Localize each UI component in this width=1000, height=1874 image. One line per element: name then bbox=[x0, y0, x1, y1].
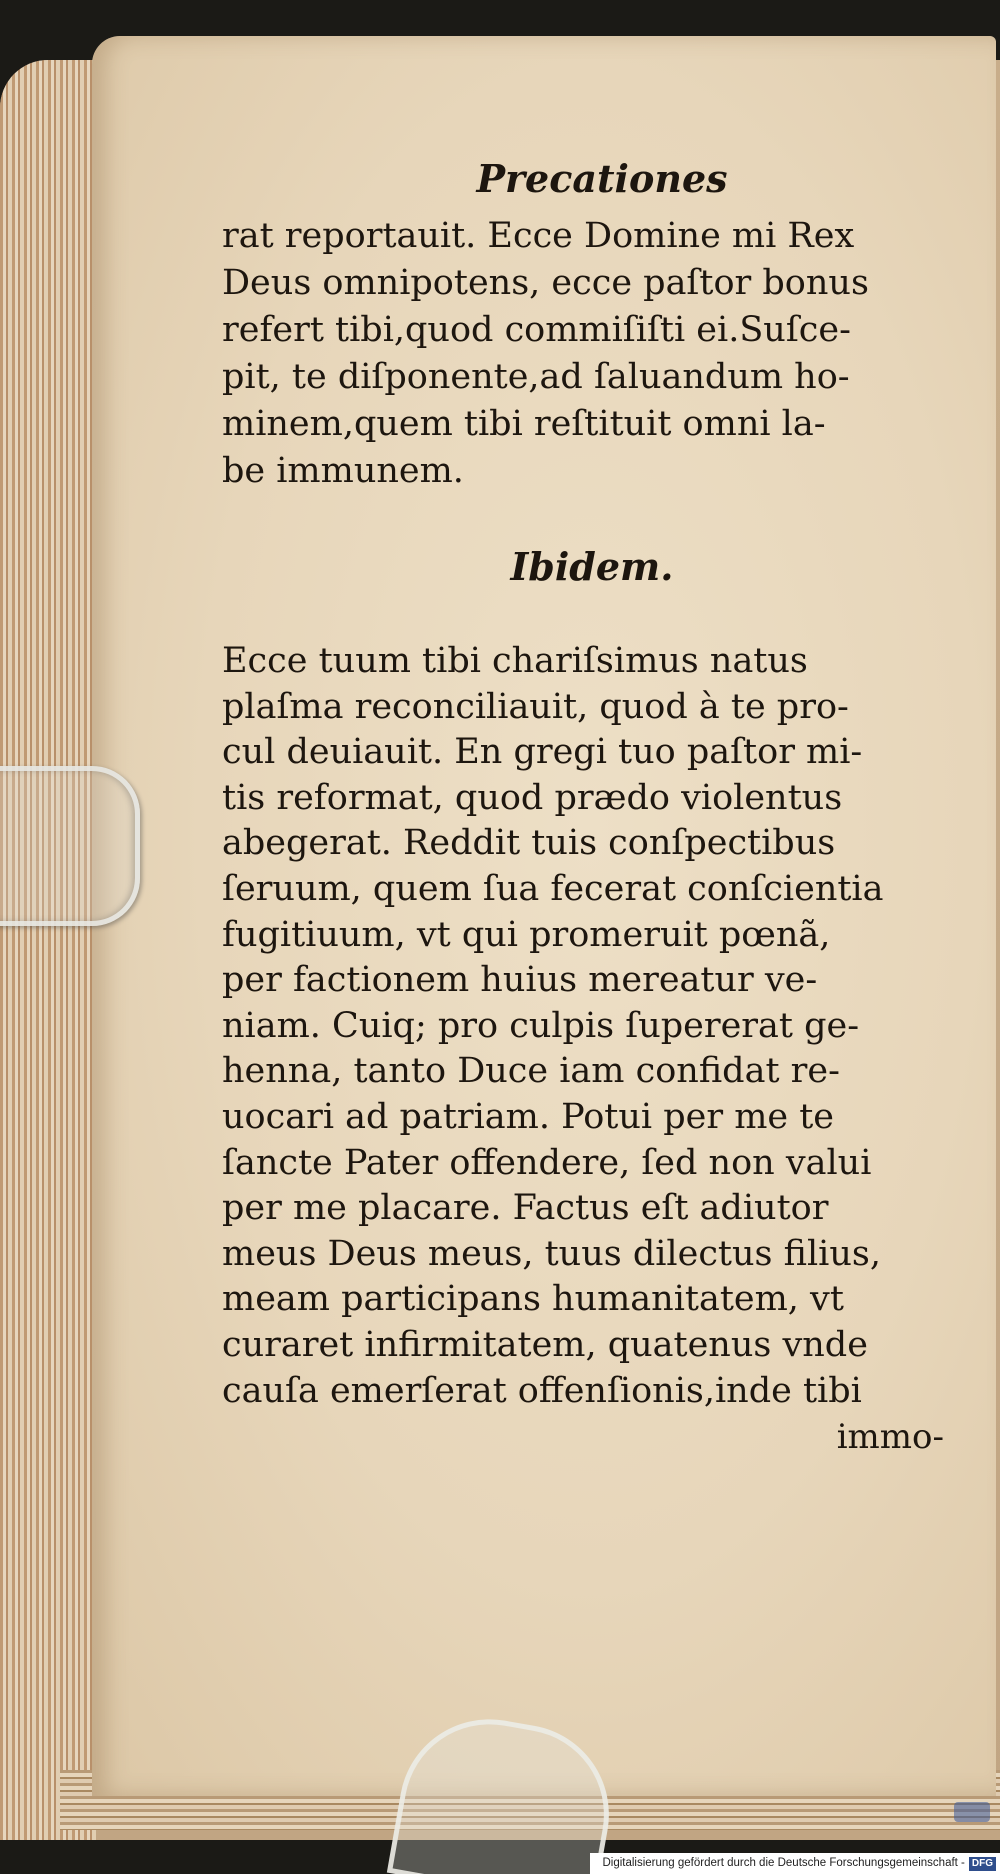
text-line: per factionem huius mereatur ve- bbox=[222, 960, 818, 1001]
text-line: niam. Cuiq; pro culpis ſupererat ge- bbox=[222, 1005, 860, 1046]
text-line: meam participans humanitatem, vt bbox=[222, 1279, 844, 1320]
corner-mark bbox=[954, 1802, 990, 1822]
text-line: abegerat. Reddit tuis conſpectibus bbox=[222, 823, 836, 864]
dfg-logo-icon: DFG bbox=[969, 1857, 996, 1871]
text-line: per me placare. Factus eſt adiutor bbox=[222, 1188, 829, 1229]
text-line: henna, tanto Duce iam confidat re- bbox=[222, 1051, 840, 1092]
section-heading: Ibidem. bbox=[510, 544, 674, 589]
text-line: tis reformat, quod prædo violentus bbox=[222, 777, 843, 818]
text-line: cul deuiauit. En gregi tuo paſtor mi- bbox=[222, 732, 863, 773]
text-line: be immunem. bbox=[222, 451, 464, 491]
page-edges-left bbox=[0, 60, 96, 1840]
text-line: uocari ad patriam. Potui per me te bbox=[222, 1096, 835, 1137]
digitization-credit-bar bbox=[590, 1853, 1000, 1874]
text-line: meus Deus meus, tuus dilectus filius, bbox=[222, 1233, 881, 1274]
text-line: cauſa emerſerat offenſionis,inde tibi bbox=[222, 1370, 862, 1411]
text-line: ſancte Pater offendere, ſed non valui bbox=[222, 1142, 872, 1183]
catchword: immo- bbox=[836, 1417, 944, 1458]
text-line: plaſma reconciliauit, quod à te pro- bbox=[222, 686, 849, 727]
paragraph-1 bbox=[222, 213, 962, 495]
page-text-block bbox=[222, 145, 962, 1460]
text-line: fugitiuum, vt qui promeruit pœnã, bbox=[222, 914, 831, 955]
bookmark-clip bbox=[0, 766, 140, 926]
text-line: curaret infirmitatem, quatenus vnde bbox=[222, 1324, 868, 1365]
text-line: pit, te diſponente,ad ſaluandum ho- bbox=[222, 357, 850, 397]
text-line: rat reportauit. Ecce Domine mi Rex bbox=[222, 216, 855, 256]
running-head: Precationes bbox=[476, 156, 728, 201]
text-line: refert tibi,quod commiſiſti ei.Suſce- bbox=[222, 310, 851, 350]
text-line: ſeruum, quem ſua fecerat conſcientia bbox=[222, 868, 884, 909]
text-line: Ecce tuum tibi chariſsimus natus bbox=[222, 641, 808, 681]
text-line: minem,quem tibi reſtituit omni la- bbox=[222, 404, 826, 444]
digitization-credit: Digitalisierung gefördert durch die Deutsche Forschungsgemeinschaft - bbox=[602, 1857, 965, 1869]
text-line: Deus omnipotens, ecce paſtor bonus bbox=[222, 263, 869, 303]
paragraph-2 bbox=[222, 639, 962, 1414]
